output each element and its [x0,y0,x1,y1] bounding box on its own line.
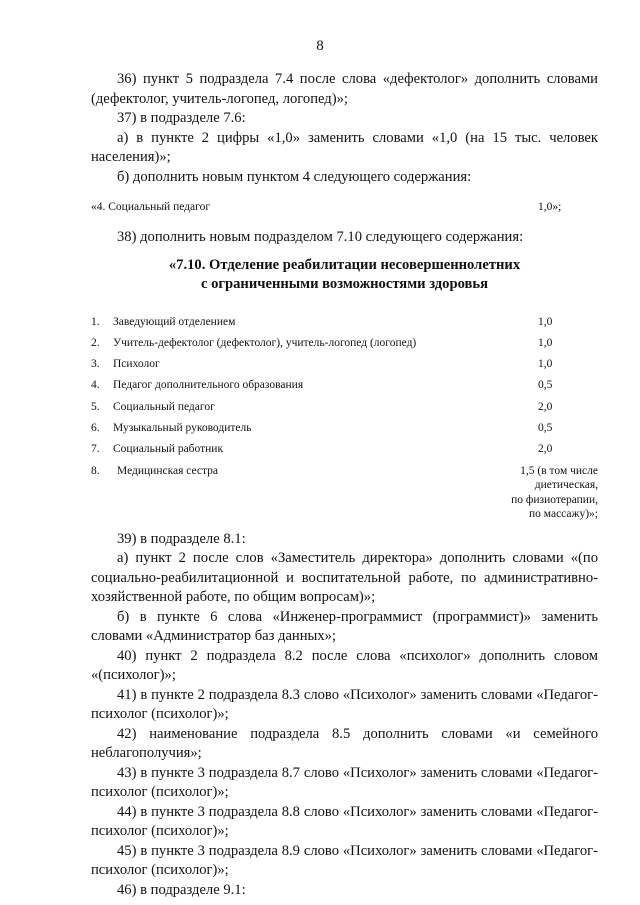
row-value: 2,0 [538,400,553,413]
page-number: 8 [316,38,324,54]
table-row [91,357,598,378]
paragraph-37b: б) дополнить новым пунктом 4 следующего содержания: [117,168,472,185]
paragraph-39: 39) в подразделе 8.1: [117,530,246,547]
row-value: 1,0 [538,336,553,349]
paragraph-37: 37) в подразделе 7.6: [117,110,246,126]
heading-line-2: с ограниченными возможностями здоровья [200,275,489,292]
row-label: Социальный педагог [113,400,215,413]
section-heading [91,256,598,294]
row-label: Социальный работник [113,443,224,456]
document-body [91,70,598,900]
table-row [91,421,598,442]
row-label: «4. Социальный педагог [91,201,211,213]
row-number: 3. [91,358,100,371]
row-value: 1,0»; [538,201,562,213]
table-row [91,336,598,357]
row-value-note: 1,5 (в том числе диетическая, по физиотерапии, по массажу)»; [511,464,598,521]
row-label: Педагог дополнительного образования [113,379,304,392]
row-value: 0,5 [538,421,553,434]
row-label: Психолог [113,358,160,371]
row-value: 0,5 [538,379,553,392]
row-label: Учитель-дефектолог (дефектолог), учитель-логопед (логопед) [113,336,417,349]
paragraph-42: 42) наименование подраздела 8.5 дополнить словами «и семейного неблагополучия»; [91,725,598,762]
table-row [91,464,598,522]
row-value: 2,0 [538,443,553,456]
paragraph-39a: а) пункт 2 после слов «Заместитель директора» дополнить словами «(по социально-реабилитационной и воспитательной работе, по административно-хозяйственной работе, по общим вопросам)»; [91,550,598,606]
table-row [91,442,598,463]
row-label: Музыкальный руководитель [113,421,252,434]
heading-line-1: «7.10. Отделение реабилитации несовершеннолетних [168,256,521,273]
paragraph-46: 46) в подразделе 9.1: [117,881,246,898]
row-value: 1,0 [538,315,553,328]
paragraph-37a: а) в пункте 2 цифры «1,0» заменить словами «1,0 (на 15 тыс. человек населения)»; [91,129,598,165]
row-number: 2. [91,336,100,349]
paragraph-43: 43) в пункте 3 подраздела 8.7 слово «Психолог» заменить словами «Педагог-психолог (психолог)»; [91,764,598,801]
staff-table [91,315,598,522]
row-label: Медицинская сестра [117,464,219,477]
paragraph-41: 41) в пункте 2 подраздела 8.3 слово «Психолог» заменить словами «Педагог-психолог (психолог)»; [91,686,598,723]
paragraph-36: 36) пункт 5 подраздела 7.4 после слова «дефектолог» дополнить словами (дефектолог, учитель-логопед, логопед)»; [91,71,598,107]
paragraph-39b: б) в пункте 6 слова «Инженер-программист (программист)» заменить словами «Администратор баз данных»; [91,608,598,645]
table-row [91,378,598,399]
row-value: 1,0 [538,358,553,371]
table-row [91,315,598,336]
paragraph-45: 45) в пункте 3 подраздела 8.9 слово «Психолог» заменить словами «Педагог-психолог (психолог)»; [91,842,598,879]
row-social-pedagogue [91,200,598,215]
row-number: 8. [91,464,100,477]
row-number: 6. [91,421,100,434]
paragraph-44: 44) в пункте 3 подраздела 8.8 слово «Психолог» заменить словами «Педагог-психолог (психолог)»; [91,803,598,840]
row-number: 7. [91,443,100,456]
row-number: 1. [91,315,100,328]
row-label: Заведующий отделением [113,315,236,328]
paragraph-38: 38) дополнить новым подразделом 7.10 следующего содержания: [117,229,524,245]
table-row [91,400,598,421]
paragraph-40: 40) пункт 2 подраздела 8.2 после слова «психолог» дополнить словом «(психолог)»; [91,647,598,684]
row-number: 4. [91,379,100,392]
row-number: 5. [91,400,100,413]
